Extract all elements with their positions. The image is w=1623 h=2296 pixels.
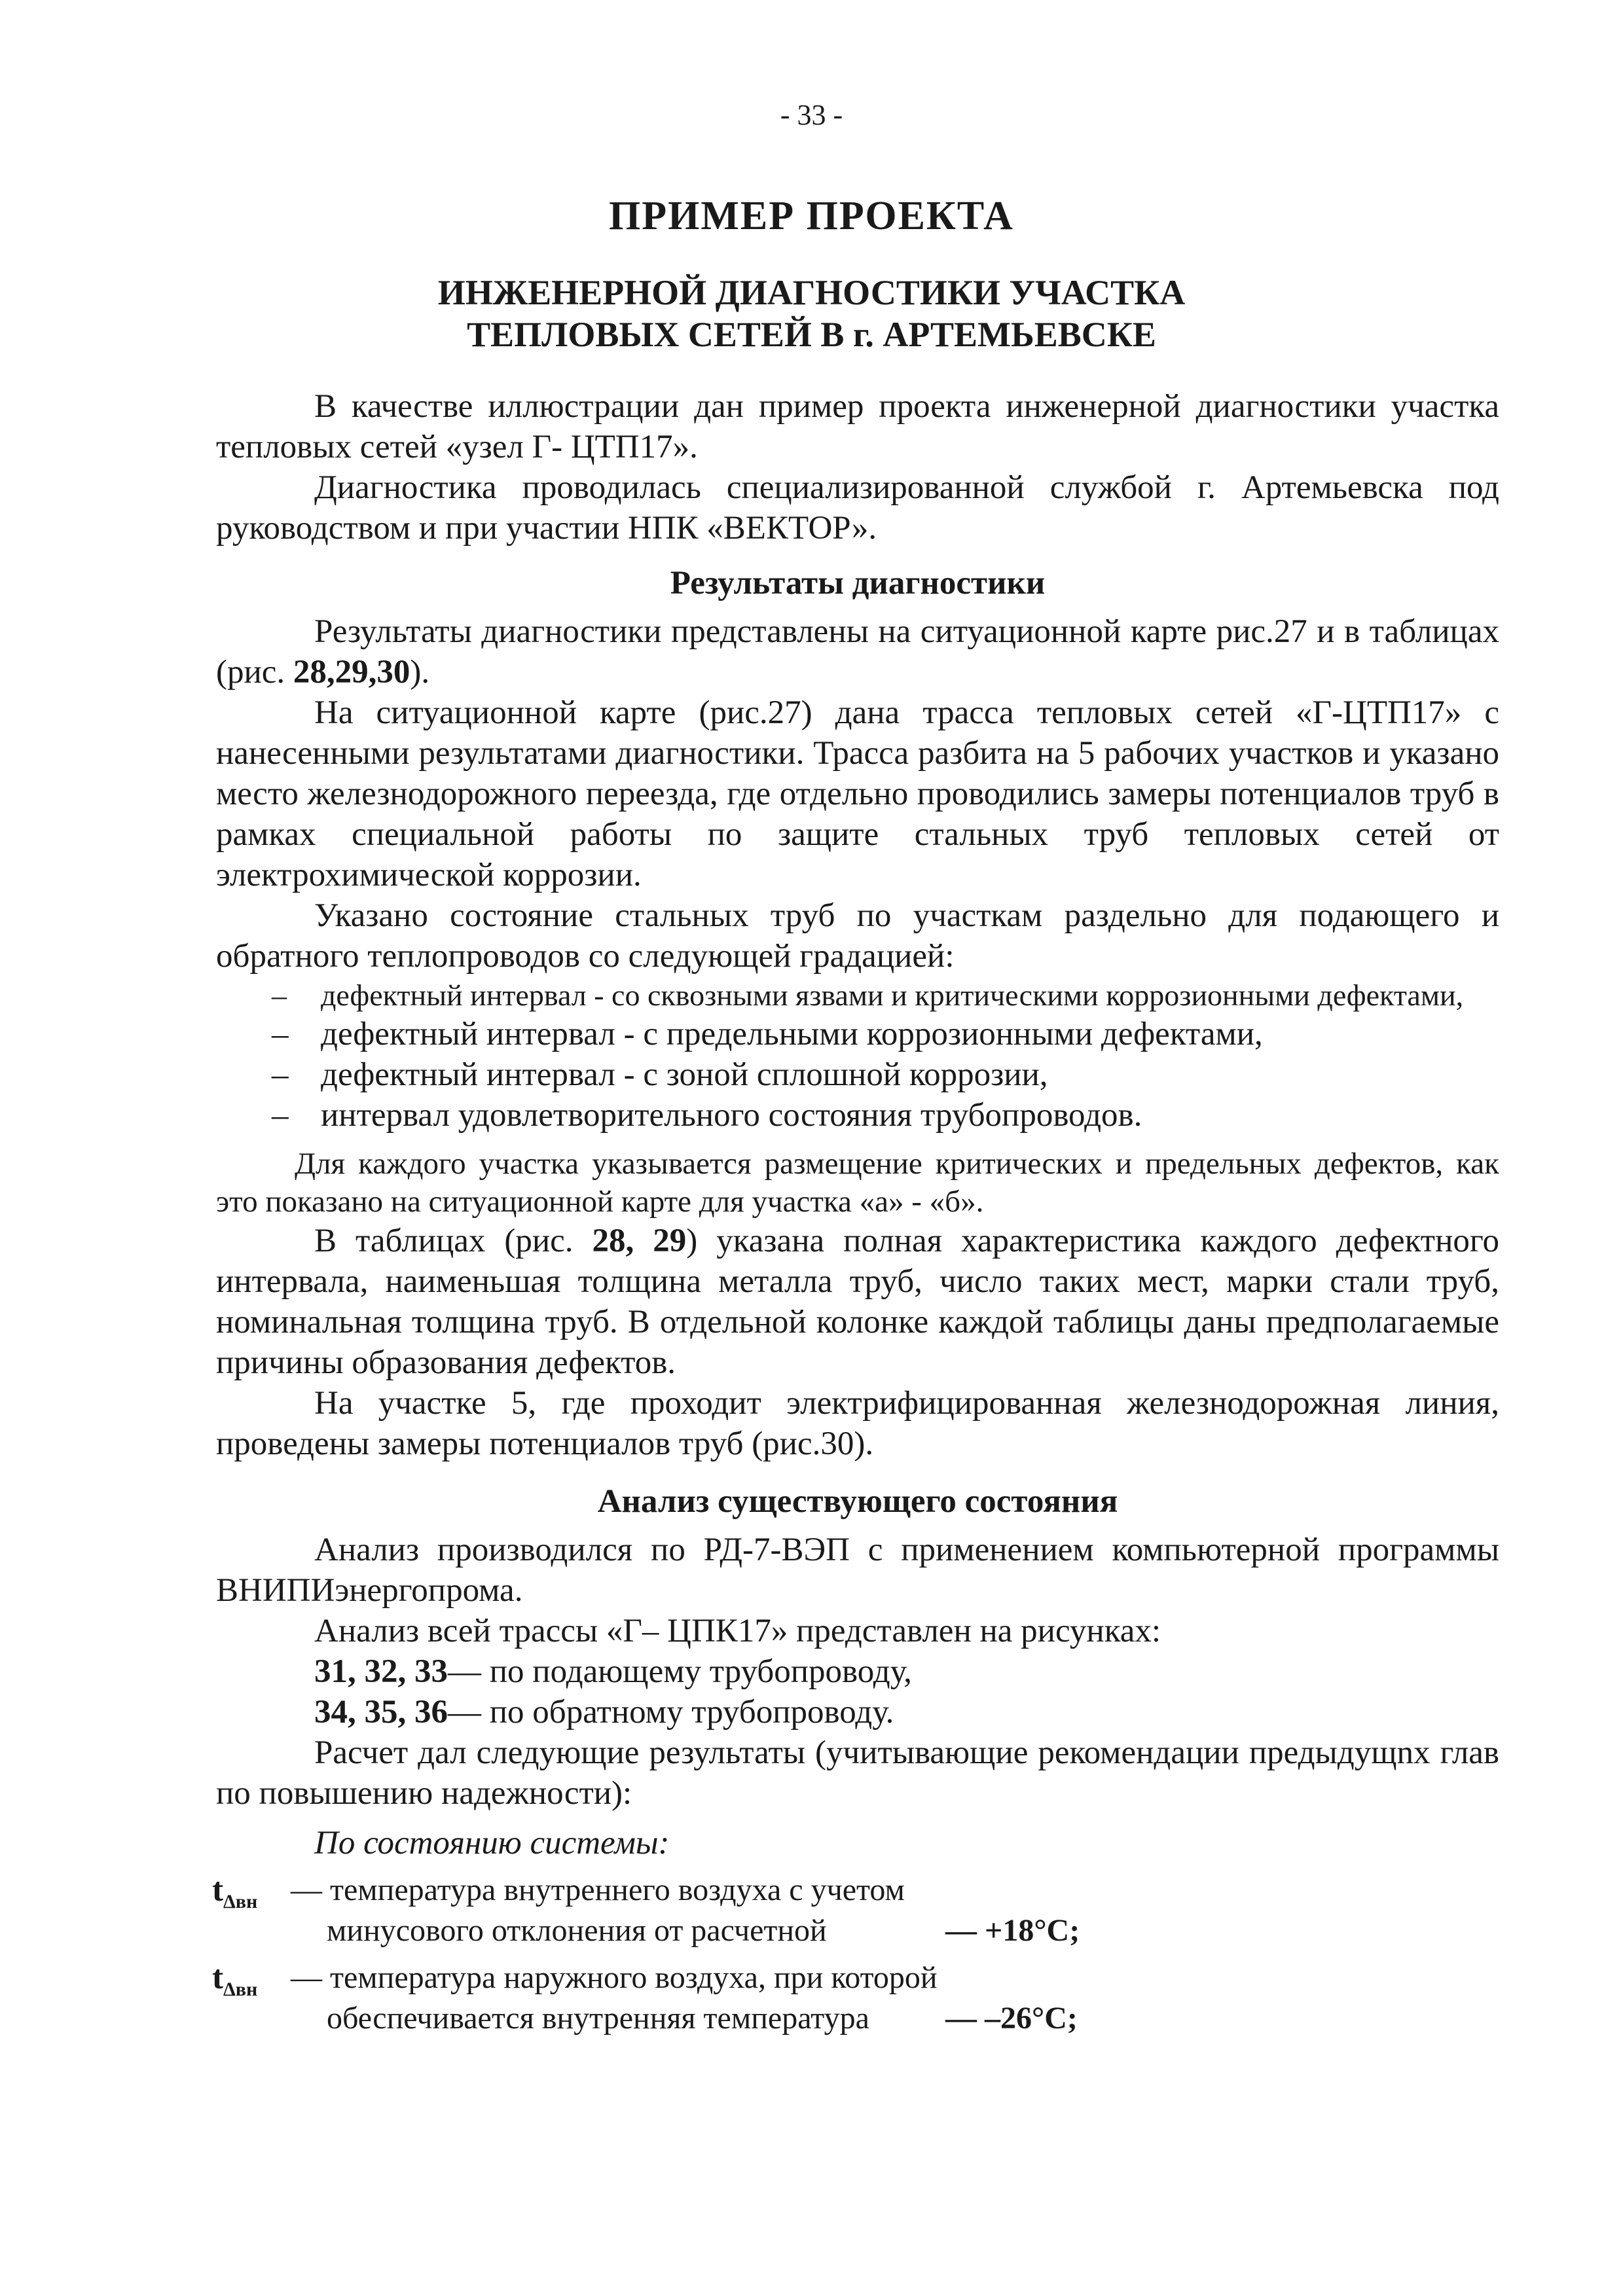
results-paragraph-5	[216, 1221, 1499, 1383]
param-value: — –26°С;	[945, 2001, 1078, 2036]
param-line-2-text: минусового отклонения от расчетной	[327, 1913, 827, 1948]
param-symbol: $t_{\Delta вн}$	[212, 1872, 258, 1913]
param-value: — +18°С;	[945, 1913, 1080, 1948]
param-description	[291, 1958, 1499, 2039]
results-p5-start: В таблицах (рис.	[314, 1223, 593, 1259]
param-line-1: — температура внутреннего воздуха с учетом	[291, 1873, 905, 1907]
results-paragraph-4: Для каждого участка указывается размещение критических и предельных дефектов, как это показано на ситуационной карте для участка «а» - «б».	[216, 1147, 1499, 1219]
analysis-heading: Анализ существующего состояния	[597, 1483, 1118, 1520]
page-subtitle	[0, 272, 1623, 355]
intro-paragraph-2: Диагностика проводилась специализированной службой г. Артемьевска под руководством и при участии НПК «ВЕКТОР».	[216, 469, 1499, 547]
figures-return-numbers: 34, 35, 36	[314, 1694, 448, 1731]
param-internal-temperature	[212, 1870, 1499, 1951]
results-paragraph-3: Указано состояние стальных труб по участкам раздельно для подающего и обратного теплопроводов со следующей градацией:	[216, 897, 1499, 975]
list-item: – дефектный интервал - с предельными коррозионными дефектами,	[321, 1014, 1499, 1054]
param-description	[291, 1870, 1499, 1951]
figures-supply-numbers: 31, 32, 33	[314, 1653, 448, 1690]
results-paragraph-1	[216, 611, 1499, 692]
figures-return-line	[216, 1692, 1499, 1732]
analysis-paragraph-2: Анализ всей трассы «Г– ЦПК17» представлен на рисунках:	[314, 1613, 1161, 1649]
page-number: - 33 -	[780, 99, 843, 131]
param-line-1: — температура наружного воздуха, при которой	[291, 1960, 938, 1995]
param-line-2	[291, 1998, 1499, 2039]
param-line-2-text: обеспечивается внутренняя температура	[327, 2001, 869, 2036]
system-state-label: По состоянию системы:	[314, 1825, 670, 1861]
figures-supply-line	[216, 1651, 1499, 1692]
page-title: ПРИМЕР ПРОЕКТА	[609, 194, 1014, 238]
results-paragraph-6: На участке 5, где проходит электрифицированная железнодорожная линия, проведены замеры потенциалов труб (рис.30).	[216, 1385, 1499, 1462]
intro-paragraph-1: В качестве иллюстрации дан пример проекта инженерной диагностики участка тепловых сетей «узел Г- ЦТП17».	[216, 388, 1499, 465]
list-item: – дефектный интервал - со сквозными язвами и критическими коррозионными дефектами,	[321, 977, 1499, 1014]
subtitle-line-1: ИНЖЕНЕРНОЙ ДИАГНОСТИКИ УЧАСТКА	[437, 273, 1186, 312]
param-external-temperature	[212, 1958, 1499, 2039]
list-item: – дефектный интервал - с зоной сплошной коррозии,	[321, 1054, 1499, 1095]
analysis-paragraph-1: Анализ производился по РД-7-ВЭП с применением компьютерной программы ВНИПИэнергопрома.	[216, 1532, 1499, 1609]
results-p5-figures: 28, 29	[592, 1223, 687, 1259]
param-line-2	[291, 1910, 1499, 1951]
results-p1-start: Результаты диагностики представлены на ситуационной карте рис.27 и в таблицах (рис.	[216, 613, 1499, 691]
results-heading: Результаты диагностики	[670, 565, 1046, 601]
document-body	[212, 386, 1500, 2039]
results-p1-figures: 28,29,30	[293, 654, 410, 691]
defect-gradation-list	[216, 977, 1499, 1136]
param-symbol: $t_{\Delta вн}$	[212, 1960, 258, 2001]
results-p1-end: ).	[410, 654, 430, 691]
results-p5-end: ) указана полная характеристика каждого дефектного интервала, наименьшая толщина металла труб, число таких мест, марки стали труб, номинальная толщина труб. В отдельной колонке каждой таблицы даны предполагаемые причины образования дефектов.	[216, 1223, 1500, 1381]
figures-supply-text: — по подающему трубопроводу,	[448, 1653, 912, 1690]
subtitle-line-2: ТЕПЛОВЫХ СЕТЕЙ В г. АРТЕМЬЕВСКЕ	[467, 315, 1156, 354]
list-item: – интервал удовлетворительного состояния трубопроводов.	[321, 1095, 1499, 1136]
figures-return-text: — по обратному трубопроводу.	[448, 1694, 894, 1731]
results-paragraph-2: На ситуационной карте (рис.27) дана трасса тепловых сетей «Г-ЦТП17» с нанесенными результатами диагностики. Трасса разбита на 5 рабочих участков и указано место железнодорожного переезда, где отдельно проводились замеры потенциалов труб в рамках специальной работы по защите стальных труб тепловых сетей от электрохимической коррозии.	[216, 694, 1499, 893]
analysis-paragraph-3: Расчет дал следующие результаты (учитывающие рекомендации предыдущnх глав по повышению надежности):	[216, 1734, 1499, 1812]
